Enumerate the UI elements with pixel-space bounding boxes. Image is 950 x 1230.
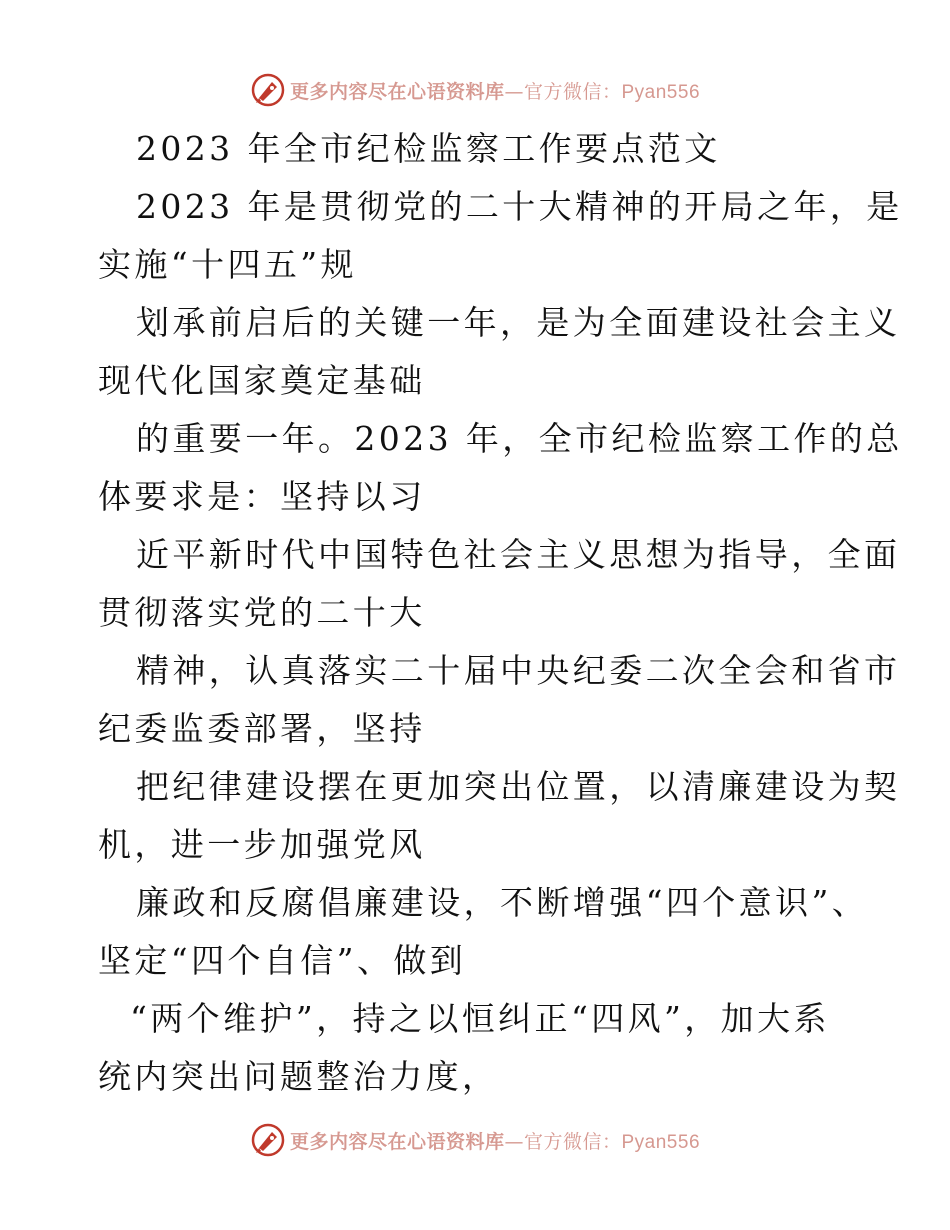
paragraph-line: “两个维护”，持之以恒纠正“四风”，加大系: [130, 999, 830, 1038]
pen-nib-logo-icon: [250, 72, 286, 108]
paragraph-line: 2023 年是贯彻党的二十大精神的开局之年，是: [136, 187, 903, 226]
watermark-text: 更多内容尽在心语资料库—官方微信：Pyan556: [289, 80, 701, 103]
paragraph-line: 贯彻落实党的二十大: [98, 593, 426, 632]
paragraph-line: 统内突出问题整治力度，: [98, 1057, 499, 1096]
paragraph-line: 体要求是：坚持以习: [98, 477, 426, 516]
watermark-banner-bottom: [0, 1120, 950, 1160]
pen-nib-logo-icon: [250, 1122, 286, 1158]
paragraph-line: 坚定“四个自信”、做到: [98, 941, 467, 980]
document-body: [98, 120, 903, 1106]
document-title: 2023 年全市纪检监察工作要点范文: [136, 129, 721, 168]
paragraph-line: 的重要一年。2023 年，全市纪检监察工作的总: [136, 419, 903, 458]
paragraph-line: 划承前启后的关键一年，是为全面建设社会主义: [136, 303, 901, 342]
paragraph-line: 纪委监委部署，坚持: [98, 709, 426, 748]
paragraph-line: 近平新时代中国特色社会主义思想为指导，全面: [136, 535, 901, 574]
paragraph-line: 精神，认真落实二十届中央纪委二次全会和省市: [136, 651, 901, 690]
watermark-banner-top: [0, 70, 950, 110]
paragraph-line: 廉政和反腐倡廉建设，不断增强“四个意识”、: [136, 883, 869, 922]
watermark-text: 更多内容尽在心语资料库—官方微信：Pyan556: [289, 1130, 701, 1153]
paragraph-line: 现代化国家奠定基础: [98, 361, 426, 400]
paragraph-line: 把纪律建设摆在更加突出位置，以清廉建设为契: [136, 767, 901, 806]
paragraph-line: 实施“十四五”规: [98, 245, 357, 284]
paragraph-line: 机，进一步加强党风: [98, 825, 426, 864]
